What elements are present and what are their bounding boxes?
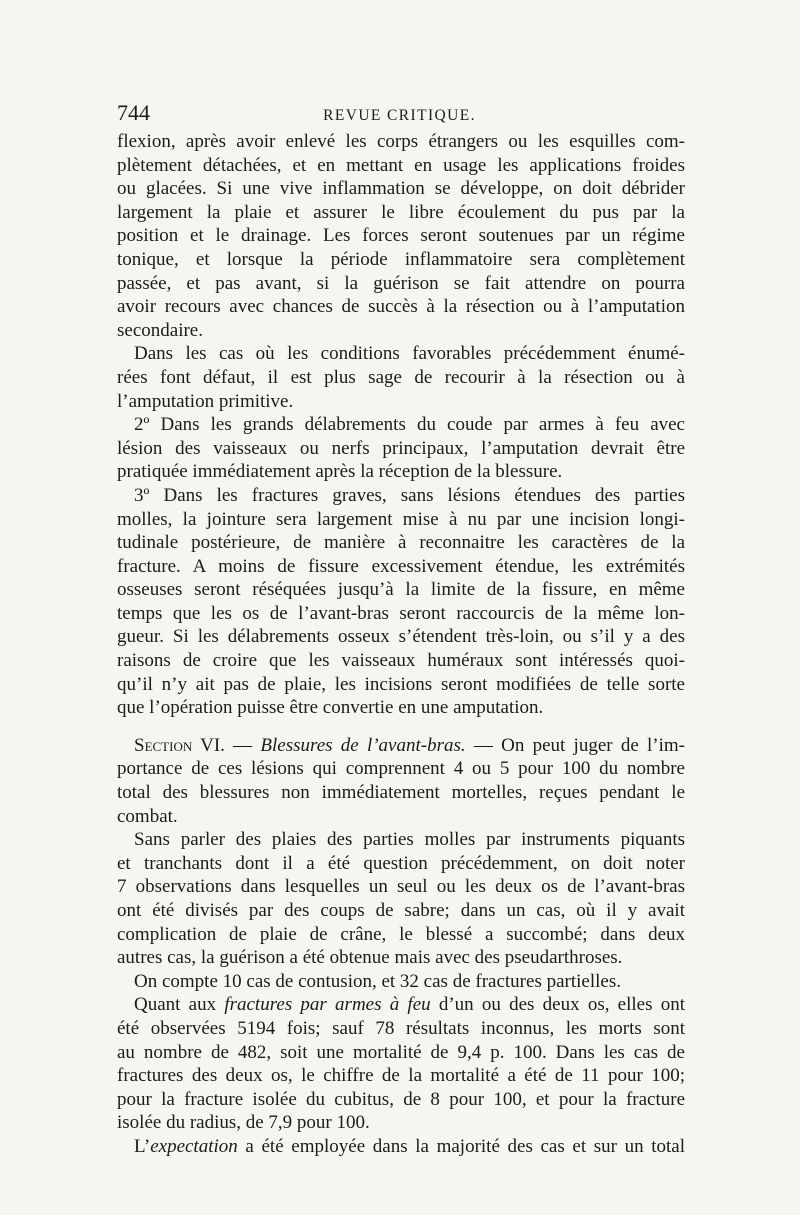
text-line: isolée du radius, de 7,9 pour 100. — [117, 1112, 370, 1134]
text-line: total des blessures non immédiatement mortelles, reçues pendant le — [117, 782, 685, 804]
running-header — [117, 100, 682, 130]
italic-run: Blessures de l’avant-bras. — [260, 734, 466, 756]
page-number: 744 — [117, 100, 150, 125]
text-line — [117, 993, 685, 1017]
section-gap — [117, 720, 685, 734]
text-line: gueur. Si les délabrements osseux s’étendent très-loin, ou s’il y a des — [117, 626, 685, 648]
text-line: au nombre de 482, soit une mortalité de 9,4 p. 100. Dans les cas de — [117, 1041, 685, 1063]
text-line: pour la fracture isolée du cubitus, de 8 pour 100, et pour la fracture — [117, 1088, 685, 1110]
text-line: Dans les cas où les conditions favorables précédemment énumé- — [134, 343, 685, 365]
text-line: position et le drainage. Les forces seront soutenues par un régime — [117, 225, 685, 247]
body-text — [117, 130, 685, 1159]
text-run: — — [224, 734, 261, 756]
text-run: d’un ou des deux os, elles ont — [430, 994, 685, 1016]
text-line: portance de ces lésions qui comprennent 4 ou 5 pour 100 du nombre — [117, 758, 685, 780]
text-line: 2º Dans les grands délabrements du coude par armes à feu avec — [134, 414, 685, 436]
text-line: combat. — [117, 805, 178, 827]
text-line: secondaire. — [117, 319, 203, 341]
text-run: a été employée dans la majorité des cas et sur un total — [237, 1135, 685, 1157]
text-line: que l’opération puisse être convertie en une amputation. — [117, 697, 544, 719]
text-line: ou glacées. Si une vive inflammation se développe, on doit débrider — [117, 178, 685, 200]
text-run: — On peut juger de l’im- — [465, 734, 685, 756]
text-line — [117, 1135, 685, 1159]
text-line: et tranchants dont il a été question précédemment, on doit noter — [117, 852, 685, 874]
text-line: 3º Dans les fractures graves, sans lésions étendues des parties — [134, 484, 685, 506]
text-line: On compte 10 cas de contusion, et 32 cas de fractures partielles. — [134, 970, 621, 992]
text-line: rées font défaut, il est plus sage de recourir à la résection ou à — [117, 366, 685, 388]
text-line: lésion des vaisseaux ou nerfs principaux, l’amputation devrait être — [117, 437, 685, 459]
text-run: Quant aux — [134, 994, 225, 1016]
text-line: tudinale postérieure, de manière à reconnaitre les caractères de la — [117, 532, 685, 554]
section-label: Section VI. — [134, 734, 225, 756]
text-line: plètement détachées, et en mettant en usage les applications froides — [117, 154, 685, 176]
text-line: fractures des deux os, le chiffre de la mortalité a été de 11 pour 100; — [117, 1065, 685, 1087]
text-line: pratiquée immédiatement après la réception de la blessure. — [117, 461, 563, 483]
text-line: largement la plaie et assurer le libre écoulement du pus par la — [117, 201, 685, 223]
text-line: passée, et pas avant, si la guérison se fait attendre on pourra — [117, 272, 685, 294]
text-line: été observées 5194 fois; sauf 78 résultats inconnus, les morts sont — [117, 1017, 685, 1039]
italic-run: fractures par armes à feu — [224, 994, 431, 1016]
text-line: ont été divisés par des coups de sabre; dans un cas, où il y avait — [117, 900, 685, 921]
text-line: qu’il n’y ait pas de plaie, les incisions seront modifiées de telle sorte — [117, 673, 685, 695]
text-line: fracture. A moins de fissure excessivement étendue, les extrémités — [117, 555, 685, 577]
text-line: molles, la jointure sera largement mise à nu par une incision longi- — [117, 508, 685, 530]
text-line: temps que les os de l’avant-bras seront raccourcis de la même lon- — [117, 602, 685, 624]
text-line: 7 observations dans lesquelles un seul ou les deux os de l’avant-bras — [117, 876, 685, 898]
italic-run: expectation — [150, 1135, 238, 1157]
text-line: avoir recours avec chances de succès à la résection ou à l’amputation — [117, 296, 685, 318]
text-line: tonique, et lorsque la période inflammatoire sera complètement — [117, 248, 685, 270]
text-line: autres cas, la guérison a été obtenue mais avec des pseudarthroses. — [117, 947, 623, 969]
text-run: L’ — [134, 1135, 151, 1157]
text-line: osseuses seront réséquées jusqu’à la limite de la fissure, en même — [117, 579, 685, 601]
text-line: complication de plaie de crâne, le blessé a succombé; dans deux — [117, 923, 685, 945]
text-line: raisons de croire que les vaisseaux huméraux sont intéressés quoi- — [117, 650, 685, 672]
text-line: l’amputation primitive. — [117, 390, 294, 412]
running-title: REVUE CRITIQUE. — [323, 107, 476, 124]
text-line — [117, 734, 685, 758]
text-line: flexion, après avoir enlevé les corps étrangers ou les esquilles com- — [117, 131, 685, 152]
text-line: Sans parler des plaies des parties molles par instruments piquants — [134, 829, 685, 851]
